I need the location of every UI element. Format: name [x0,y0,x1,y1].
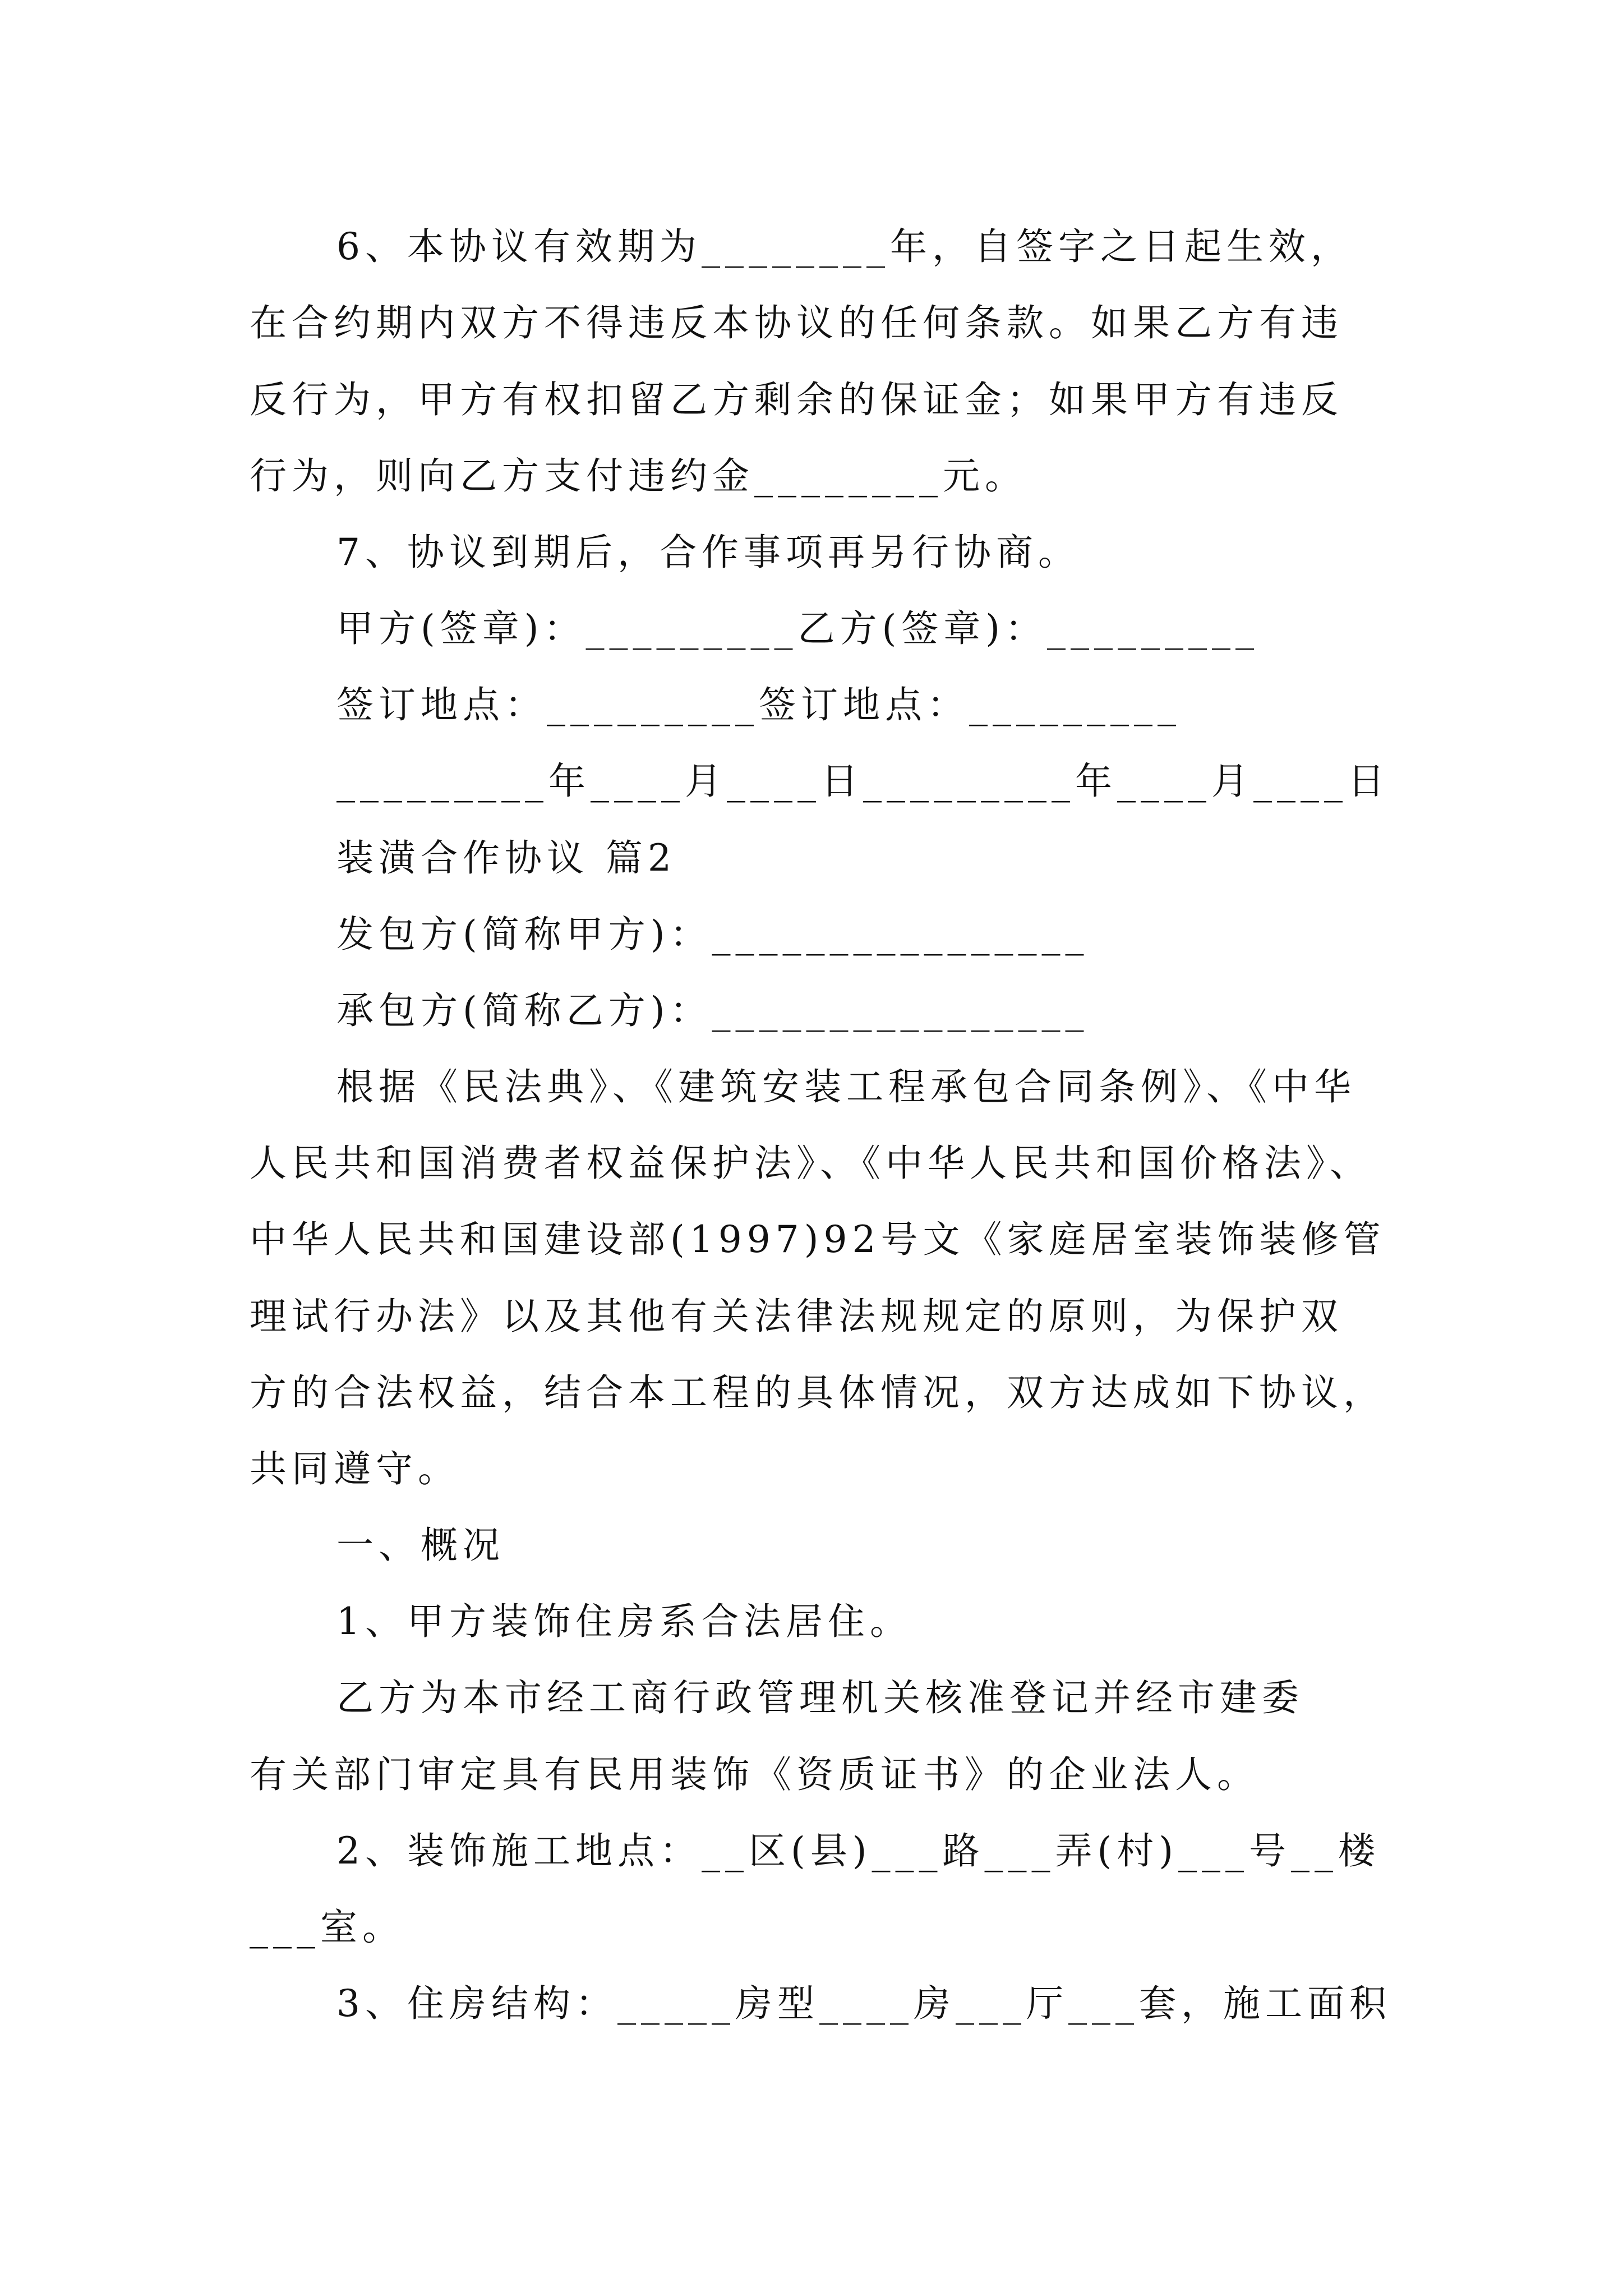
item-3-line-1: 3、住房结构：_____房型____房___厅___套，施工面积 [336,1982,1391,2025]
preamble-line-1: 根据《民法典》、《建筑安装工程承包合同条例》、《中华 [336,1065,1356,1108]
party-b-line: 承包方(简称乙方)：________________ [336,989,1089,1032]
contractor-line-1: 乙方为本市经工商行政管理机关核准登记并经市建委 [336,1676,1304,1719]
clause-6-line-4: 行为，则向乙方支付违约金________元。 [250,454,1027,498]
section-title: 装潢合作协议 篇2 [336,836,676,880]
heading-overview: 一、概况 [336,1524,505,1567]
item-2-line-1: 2、装饰施工地点：__区(县)___路___弄(村)___号__楼 [336,1829,1380,1872]
clause-6-line-3: 反行为，甲方有权扣留乙方剩余的保证金；如果甲方有违反 [250,378,1343,421]
contractor-line-2: 有关部门审定具有民用装饰《资质证书》的企业法人。 [250,1753,1259,1796]
preamble-line-6: 共同遵守。 [250,1447,460,1490]
signature-line: 甲方(签章)：_________乙方(签章)：_________ [336,607,1259,650]
preamble-line-3: 中华人民共和国建设部(1997)92号文《家庭居室装饰装修管 [250,1218,1386,1261]
preamble-line-2: 人民共和国消费者权益保护法》、《中华人民共和国价格法》、 [250,1142,1372,1185]
signing-date-line: _________年____月____日_________年____月____日 [336,760,1390,803]
clause-6-line-2: 在合约期内双方不得违反本协议的任何条款。如果乙方有违 [250,301,1343,344]
clause-6-line-1: 6、本协议有效期为________年，自签字之日起生效， [336,225,1353,268]
signing-place-line: 签订地点：_________签订地点：_________ [336,683,1181,726]
preamble-line-4: 理试行办法》以及其他有关法律法规规定的原则，为保护双 [250,1295,1343,1338]
clause-7: 7、协议到期后，合作事项再另行协商。 [336,531,1080,574]
preamble-line-5: 方的合法权益，结合本工程的具体情况，双方达成如下协议， [250,1371,1385,1414]
party-a-line: 发包方(简称甲方)：________________ [336,913,1089,956]
item-1: 1、甲方装饰住房系合法居住。 [336,1600,912,1643]
item-2-line-2: ___室。 [250,1906,404,1949]
